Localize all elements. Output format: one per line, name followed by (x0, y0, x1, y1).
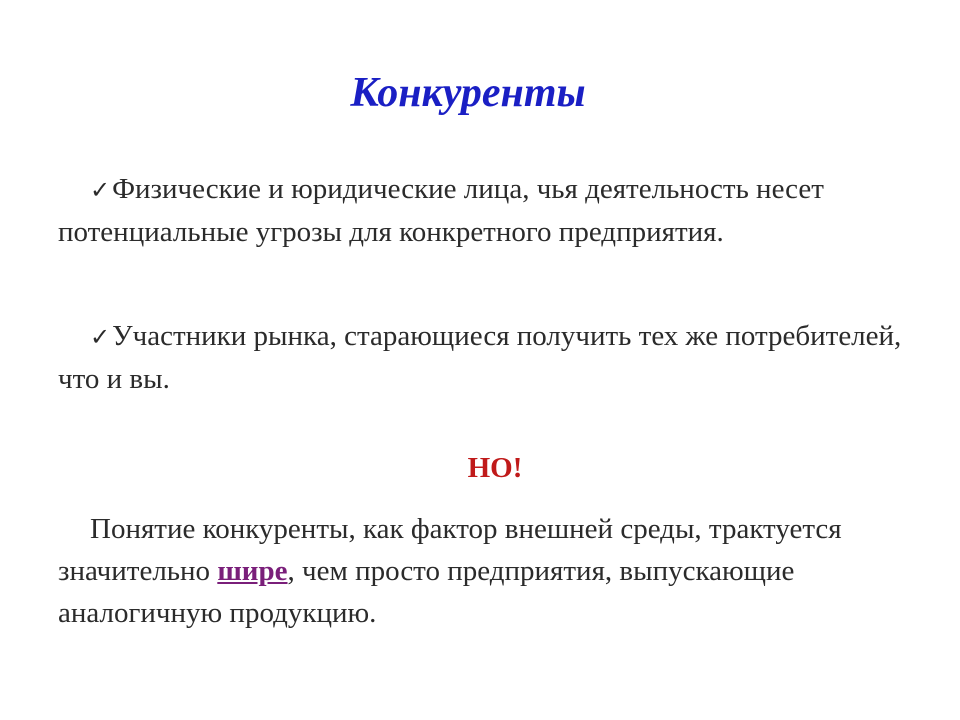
bullet-text: Физические и юридические лица, чья деятельность несет потенциальные угрозы для конкретного предприятия. (58, 173, 824, 248)
slide-title: Конкуренты (350, 70, 586, 116)
note-paragraph (58, 508, 918, 634)
but-emphasis: НО! (467, 452, 523, 484)
bullet-item (58, 168, 918, 253)
bullet-text: Участники рынка, старающиеся получить тех же потребителей, что и вы. (58, 320, 902, 395)
bullet-item (58, 315, 918, 400)
wider-link[interactable]: шире (217, 555, 288, 587)
note-text-before: Понятие конкуренты, как фактор внешней среды, трактуется значительно (58, 513, 842, 587)
note-text-after: , чем просто предприятия, выпускающие аналогичную продукцию. (58, 555, 795, 629)
checkmark-icon: ✓ (90, 176, 111, 204)
checkmark-icon: ✓ (90, 323, 111, 351)
